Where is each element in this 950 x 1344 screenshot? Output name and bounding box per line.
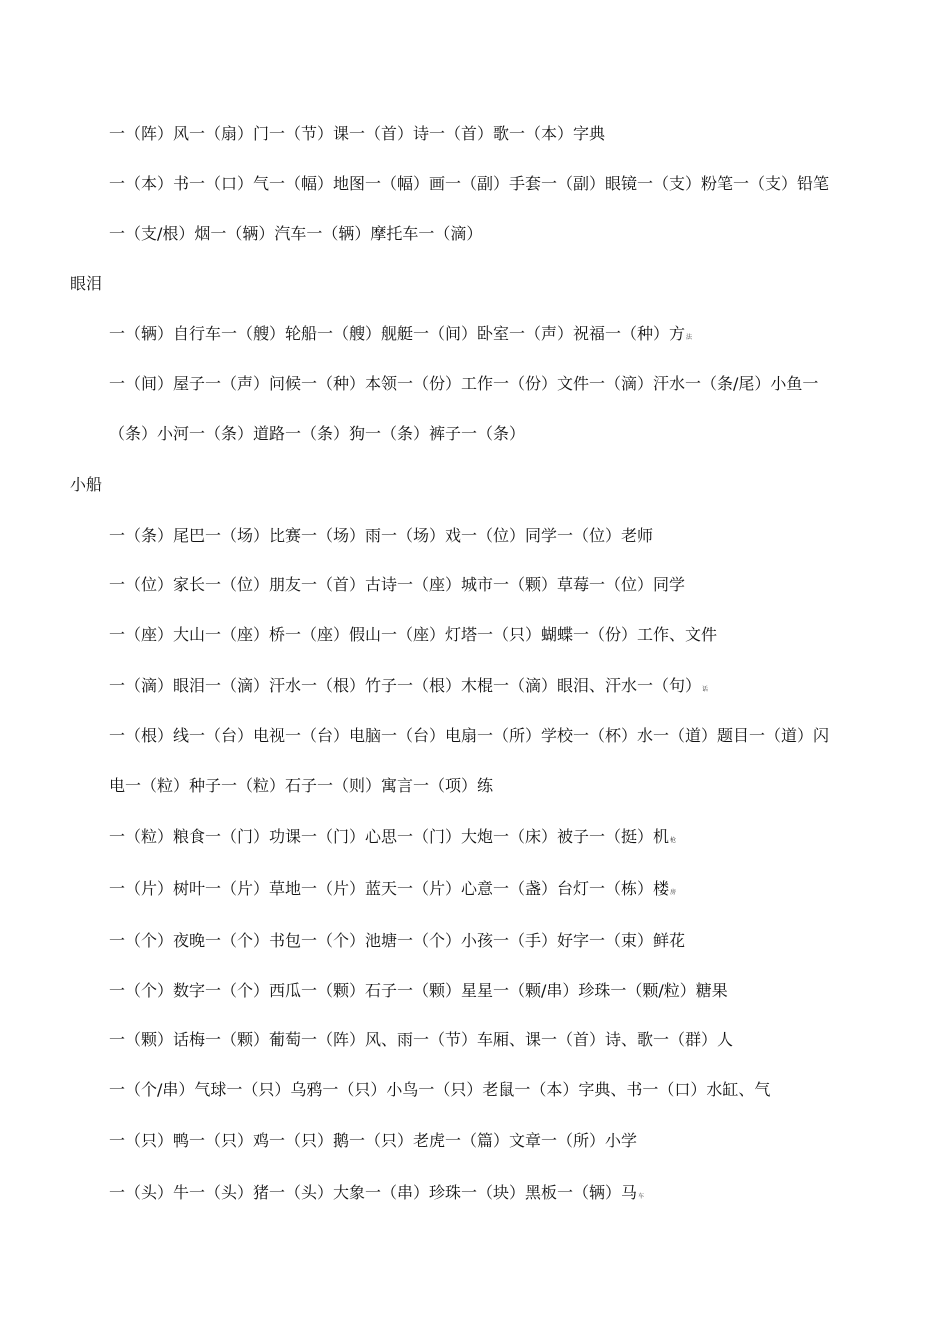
text-line <box>109 174 829 194</box>
text-line <box>109 424 525 444</box>
text-line <box>109 526 653 546</box>
line-text: 一（辆）自行车一（艘）轮船一（艘）舰艇一（间）卧室一（声）祝福一（种）方 <box>109 324 686 343</box>
line-text: 一（阵）风一（扇）门一（节）课一（首）诗一（首）歌一（本）字典 <box>109 124 606 143</box>
line-text: 一（个/串）气球一（只）乌鸦一（只）小鸟一（只）老鼠一（本）字典、书一（口）水缸、气 <box>109 1080 771 1099</box>
line-text: 电一（粒）种子一（粒）石子一（则）寓言一（项）练 <box>109 776 494 795</box>
line-text: 一（颗）话梅一（颗）葡萄一（阵）风、雨一（节）车厢、课一（首）诗、歌一（群）人 <box>109 1030 734 1049</box>
text-line <box>109 1080 770 1100</box>
tiny-char: 房 <box>670 889 677 896</box>
line-text: 一（只）鸭一（只）鸡一（只）鹅一（只）老虎一（篇）文章一（所）小学 <box>109 1131 638 1150</box>
text-line <box>109 1131 637 1151</box>
line-text: 眼泪 <box>70 274 103 293</box>
tiny-char: 车 <box>638 1193 645 1200</box>
line-text: 一（本）书一（口）气一（幅）地图一（幅）画一（副）手套一（副）眼镜一（支）粉笔一（支）铅笔 <box>109 174 830 193</box>
text-line <box>109 931 685 951</box>
line-text: 一（座）大山一（座）桥一（座）假山一（座）灯塔一（只）蝴蝶一（份）工作、文件 <box>109 625 718 644</box>
text-line <box>109 981 728 1001</box>
text-line <box>109 879 676 899</box>
line-text: 一（位）家长一（位）朋友一（首）古诗一（座）城市一（颗）草莓一（位）同学 <box>109 575 686 594</box>
text-line <box>109 726 829 746</box>
line-text: 一（片）树叶一（片）草地一（片）蓝天一（片）心意一（盏）台灯一（栋）楼 <box>109 879 670 898</box>
line-text: 一（根）线一（台）电视一（台）电脑一（台）电扇一（所）学校一（杯）水一（道）题目一（道）闪 <box>109 726 830 745</box>
text-line <box>109 124 605 144</box>
tiny-char: 法 <box>686 334 693 341</box>
tiny-char: 话 <box>702 686 709 693</box>
text-line <box>109 776 493 796</box>
text-line <box>109 575 685 595</box>
line-text: 一（个）夜晚一（个）书包一（个）池塘一（个）小孩一（手）好字一（束）鲜花 <box>109 931 686 950</box>
line-text: 小船 <box>70 475 103 494</box>
line-text: 一（滴）眼泪一（滴）汗水一（根）竹子一（根）木棍一（滴）眼泪、汗水一（句） <box>109 676 702 695</box>
line-text: 一（粒）粮食一（门）功课一（门）心思一（门）大炮一（床）被子一（挺）机 <box>109 827 670 846</box>
text-line <box>109 625 717 645</box>
text-line <box>109 676 708 696</box>
text-line <box>109 224 482 244</box>
tiny-char: 枪 <box>670 837 677 844</box>
line-text: 一（条）尾巴一（场）比赛一（场）雨一（场）戏一（位）同学一（位）老师 <box>109 526 654 545</box>
text-line <box>109 827 676 847</box>
text-line <box>70 274 102 294</box>
text-line <box>109 324 692 344</box>
text-line <box>70 475 102 495</box>
line-text: 一（支/根）烟一（辆）汽车一（辆）摩托车一（滴） <box>109 224 483 243</box>
line-text: 一（个）数字一（个）西瓜一（颗）石子一（颗）星星一（颗/串）珍珠一（颗/粒）糖果 <box>109 981 728 1000</box>
line-text: （条）小河一（条）道路一（条）狗一（条）裤子一（条） <box>109 424 526 443</box>
text-line <box>109 1183 644 1203</box>
text-line <box>109 1030 733 1050</box>
line-text: 一（间）屋子一（声）问候一（种）本领一（份）工作一（份）文件一（滴）汗水一（条/尾）小鱼一 <box>109 374 819 393</box>
line-text: 一（头）牛一（头）猪一（头）大象一（串）珍珠一（块）黑板一（辆）马 <box>109 1183 638 1202</box>
text-line <box>109 374 818 394</box>
